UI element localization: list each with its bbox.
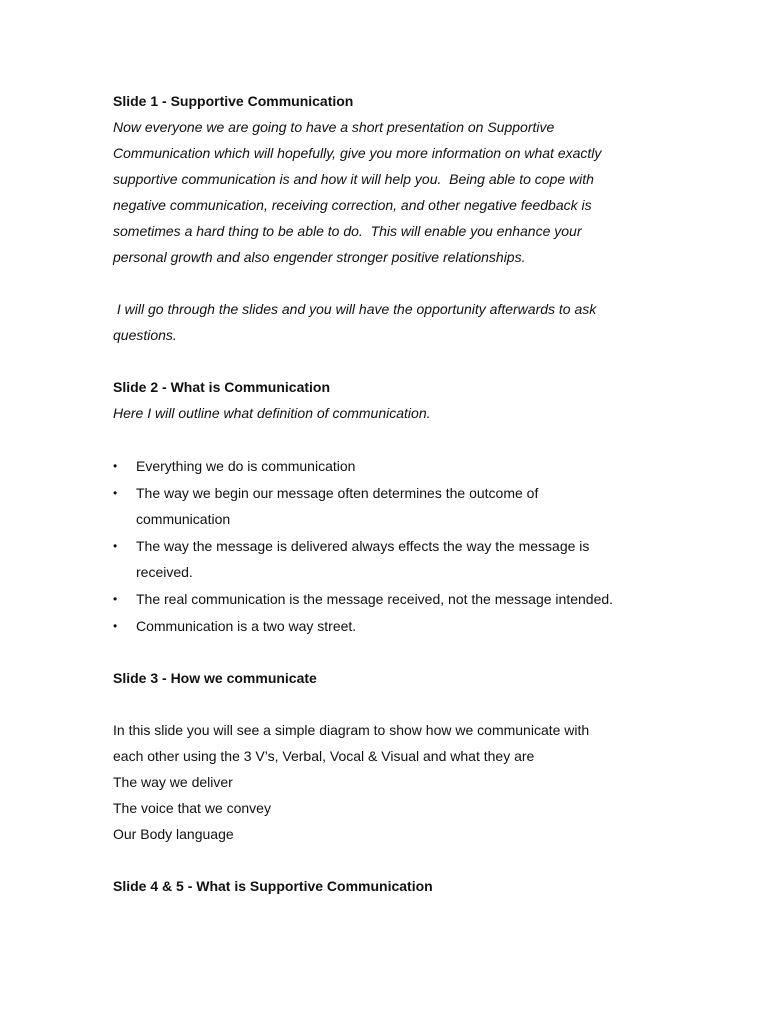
list-item xyxy=(113,586,673,612)
slide3-line: In this slide you will see a simple diagram to show how we communicate with xyxy=(113,722,590,738)
slide3-line: The way we deliver xyxy=(113,774,233,790)
bullet-icon: • xyxy=(113,592,118,606)
slide1-line: I will go through the slides and you will have the opportunity afterwards to ask xyxy=(113,301,597,317)
slide2-heading: Slide 2 - What is Communication xyxy=(113,379,331,395)
list-item-text: communication xyxy=(136,511,231,527)
list-item xyxy=(113,453,673,479)
list-item xyxy=(113,533,673,585)
slide1-line: personal growth and also engender stronger positive relationships. xyxy=(113,249,526,265)
spacer xyxy=(113,270,673,296)
slide1-line: sometimes a hard thing to be able to do. This will enable you enhance your xyxy=(113,223,582,239)
bullet-icon: • xyxy=(113,619,118,633)
slide1-line: supportive communication is and how it will help you. Being able to cope with xyxy=(113,171,594,187)
slide1-line: questions. xyxy=(113,327,177,343)
slide3-line: The voice that we convey xyxy=(113,800,271,816)
list-item-text: Communication is a two way street. xyxy=(136,618,357,634)
spacer xyxy=(113,348,673,374)
slide1-paragraph-2 xyxy=(113,296,673,348)
list-item-text: Everything we do is communication xyxy=(136,458,356,474)
slide3-line: each other using the 3 V’s, Verbal, Vocal & Visual and what they are xyxy=(113,748,535,764)
list-item-text: received. xyxy=(136,564,193,580)
list-item-text: The way the message is delivered always effects the way the message is xyxy=(136,538,590,554)
bullet-icon: • xyxy=(113,459,118,473)
spacer xyxy=(113,426,673,452)
document-page xyxy=(113,88,673,899)
slide1-line: negative communication, receiving correction, and other negative feedback is xyxy=(113,197,592,213)
slide1-line: Communication which will hopefully, give you more information on what exactly xyxy=(113,145,602,161)
slide3-heading: Slide 3 - How we communicate xyxy=(113,670,317,686)
bullet-icon: • xyxy=(113,486,118,500)
list-item xyxy=(113,613,673,639)
slide1-line: Now everyone we are going to have a short presentation on Supportive xyxy=(113,119,555,135)
slide1-heading: Slide 1 - Supportive Communication xyxy=(113,93,354,109)
slide2-intro: Here I will outline what definition of communication. xyxy=(113,405,431,421)
slide2-bullet-list xyxy=(113,453,673,639)
slide1-paragraph xyxy=(113,114,673,270)
list-item-text: The way we begin our message often determines the outcome of xyxy=(136,485,539,501)
list-item xyxy=(113,480,673,532)
spacer xyxy=(113,639,673,665)
slide45-heading: Slide 4 & 5 - What is Supportive Communication xyxy=(113,878,433,894)
slide3-body xyxy=(113,717,673,847)
list-item-text: The real communication is the message received, not the message intended. xyxy=(136,591,614,607)
bullet-icon: • xyxy=(113,539,118,553)
spacer xyxy=(113,847,673,873)
spacer xyxy=(113,691,673,717)
slide3-line: Our Body language xyxy=(113,826,234,842)
